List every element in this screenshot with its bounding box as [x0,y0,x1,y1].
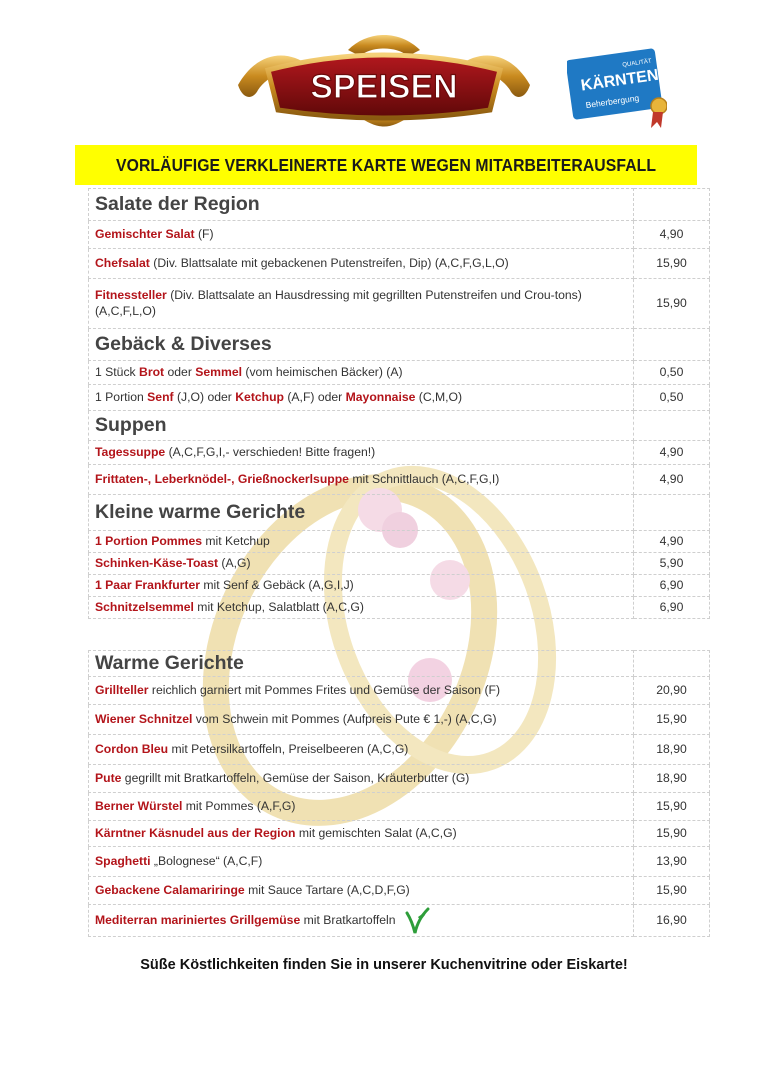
section-title: Gebäck & Diverses [89,329,634,361]
item-price: 5,90 [634,553,710,575]
menu-item: Gemischter Salat (F) 4,90 [89,221,710,249]
svg-text:QUALITÄT: QUALITÄT [622,58,653,69]
menu-item: Grillteller reichlich garniert mit Pommes Frites und Gemüse der Saison (F) 20,90 [89,677,710,705]
item-price: 15,90 [634,877,710,905]
menu-item: Pute gegrillt mit Bratkartoffeln, Gemüse der Saison, Kräuterbutter (G) 18,90 [89,765,710,793]
item-price: 15,90 [634,279,710,329]
menu-item: Schinken-Käse-Toast (A,G) 5,90 [89,553,710,575]
menu-item: Chefsalat (Div. Blattsalate mit gebackenen Putenstreifen, Dip) (A,C,F,G,L,O) 15,90 [89,249,710,279]
section-title: Warme Gerichte [89,651,634,677]
menu-item: Tagessuppe (A,C,F,G,I,- verschieden! Bitte fragen!) 4,90 [89,441,710,465]
menu-item: Gebackene Calamariringe mit Sauce Tartare (A,C,D,F,G) 15,90 [89,877,710,905]
menu-item: 1 Stück Brot oder Semmel (vom heimischen Bäcker) (A) 0,50 [89,361,710,385]
notice-text: VORLÄUFIGE VERKLEINERTE KARTE WEGEN MITARBEITERAUSFALL [115,154,657,175]
item-price: 4,90 [634,531,710,553]
svg-text:KÄRNTEN: KÄRNTEN [579,66,660,95]
section-title: Suppen [89,411,634,441]
item-price: 15,90 [634,793,710,821]
section-gebaeck [89,329,710,361]
menu-item: Wiener Schnitzel vom Schwein mit Pommes (Aufpreis Pute € 1,-) (A,C,G) 15,90 [89,705,710,735]
svg-text:Beherbergung: Beherbergung [584,92,640,111]
section-title: Kleine warme Gerichte [89,495,634,531]
item-price: 15,90 [634,249,710,279]
item-price: 6,90 [634,575,710,597]
item-price: 0,50 [634,385,710,411]
menu-item: 1 Portion Pommes mit Ketchup 4,90 [89,531,710,553]
quality-badge [567,48,667,130]
item-price: 0,50 [634,361,710,385]
menu-item: Mediterran mariniertes Grillgemüse mit Bratkartoffeln 16,90 [89,905,710,937]
logo-text: SPEISEN [310,68,458,106]
vegan-leaf-icon [404,907,430,935]
speisen-logo [228,30,540,130]
menu-item: Kärntner Käsnudel aus der Region mit gemischten Salat (A,C,G) 15,90 [89,821,710,847]
item-price: 4,90 [634,465,710,495]
item-price: 18,90 [634,735,710,765]
item-price: 20,90 [634,677,710,705]
menu-item: Schnitzelsemmel mit Ketchup, Salatblatt (A,C,G) 6,90 [89,597,710,619]
section-title: Salate der Region [89,189,634,221]
menu-table-2 [88,650,710,937]
section-suppen [89,411,710,441]
item-price: 4,90 [634,441,710,465]
menu-item: Cordon Bleu mit Petersilkartoffeln, Preiselbeeren (A,C,G) 18,90 [89,735,710,765]
footer-note: Süße Köstlichkeiten finden Sie in unserer Kuchenvitrine oder Eiskarte! [140,957,628,973]
menu-table-1 [88,188,710,619]
item-price: 15,90 [634,705,710,735]
item-price: 18,90 [634,765,710,793]
item-price: 15,90 [634,821,710,847]
menu-item: Berner Würstel mit Pommes (A,F,G) 15,90 [89,793,710,821]
item-price: 16,90 [634,905,710,937]
item-price: 13,90 [634,847,710,877]
section-salate [89,189,710,221]
menu-item: 1 Portion Senf (J,O) oder Ketchup (A,F) oder Mayonnaise (C,M,O) 0,50 [89,385,710,411]
menu-item: Spaghetti „Bolognese“ (A,C,F) 13,90 [89,847,710,877]
item-price: 4,90 [634,221,710,249]
item-price: 6,90 [634,597,710,619]
menu-item: Frittaten-, Leberknödel-, Grießnockerlsuppe mit Schnittlauch (A,C,F,G,I) 4,90 [89,465,710,495]
menu-item: 1 Paar Frankfurter mit Senf & Gebäck (A,G,I,J) 6,90 [89,575,710,597]
section-kleine [89,495,710,531]
notice-banner [75,145,697,185]
section-warme [89,651,710,677]
menu-item: Fitnessteller (Div. Blattsalate an Hausdressing mit gegrillten Putenstreifen und Crou-tons) (A,C,F,L,O) 15,90 [89,279,710,329]
